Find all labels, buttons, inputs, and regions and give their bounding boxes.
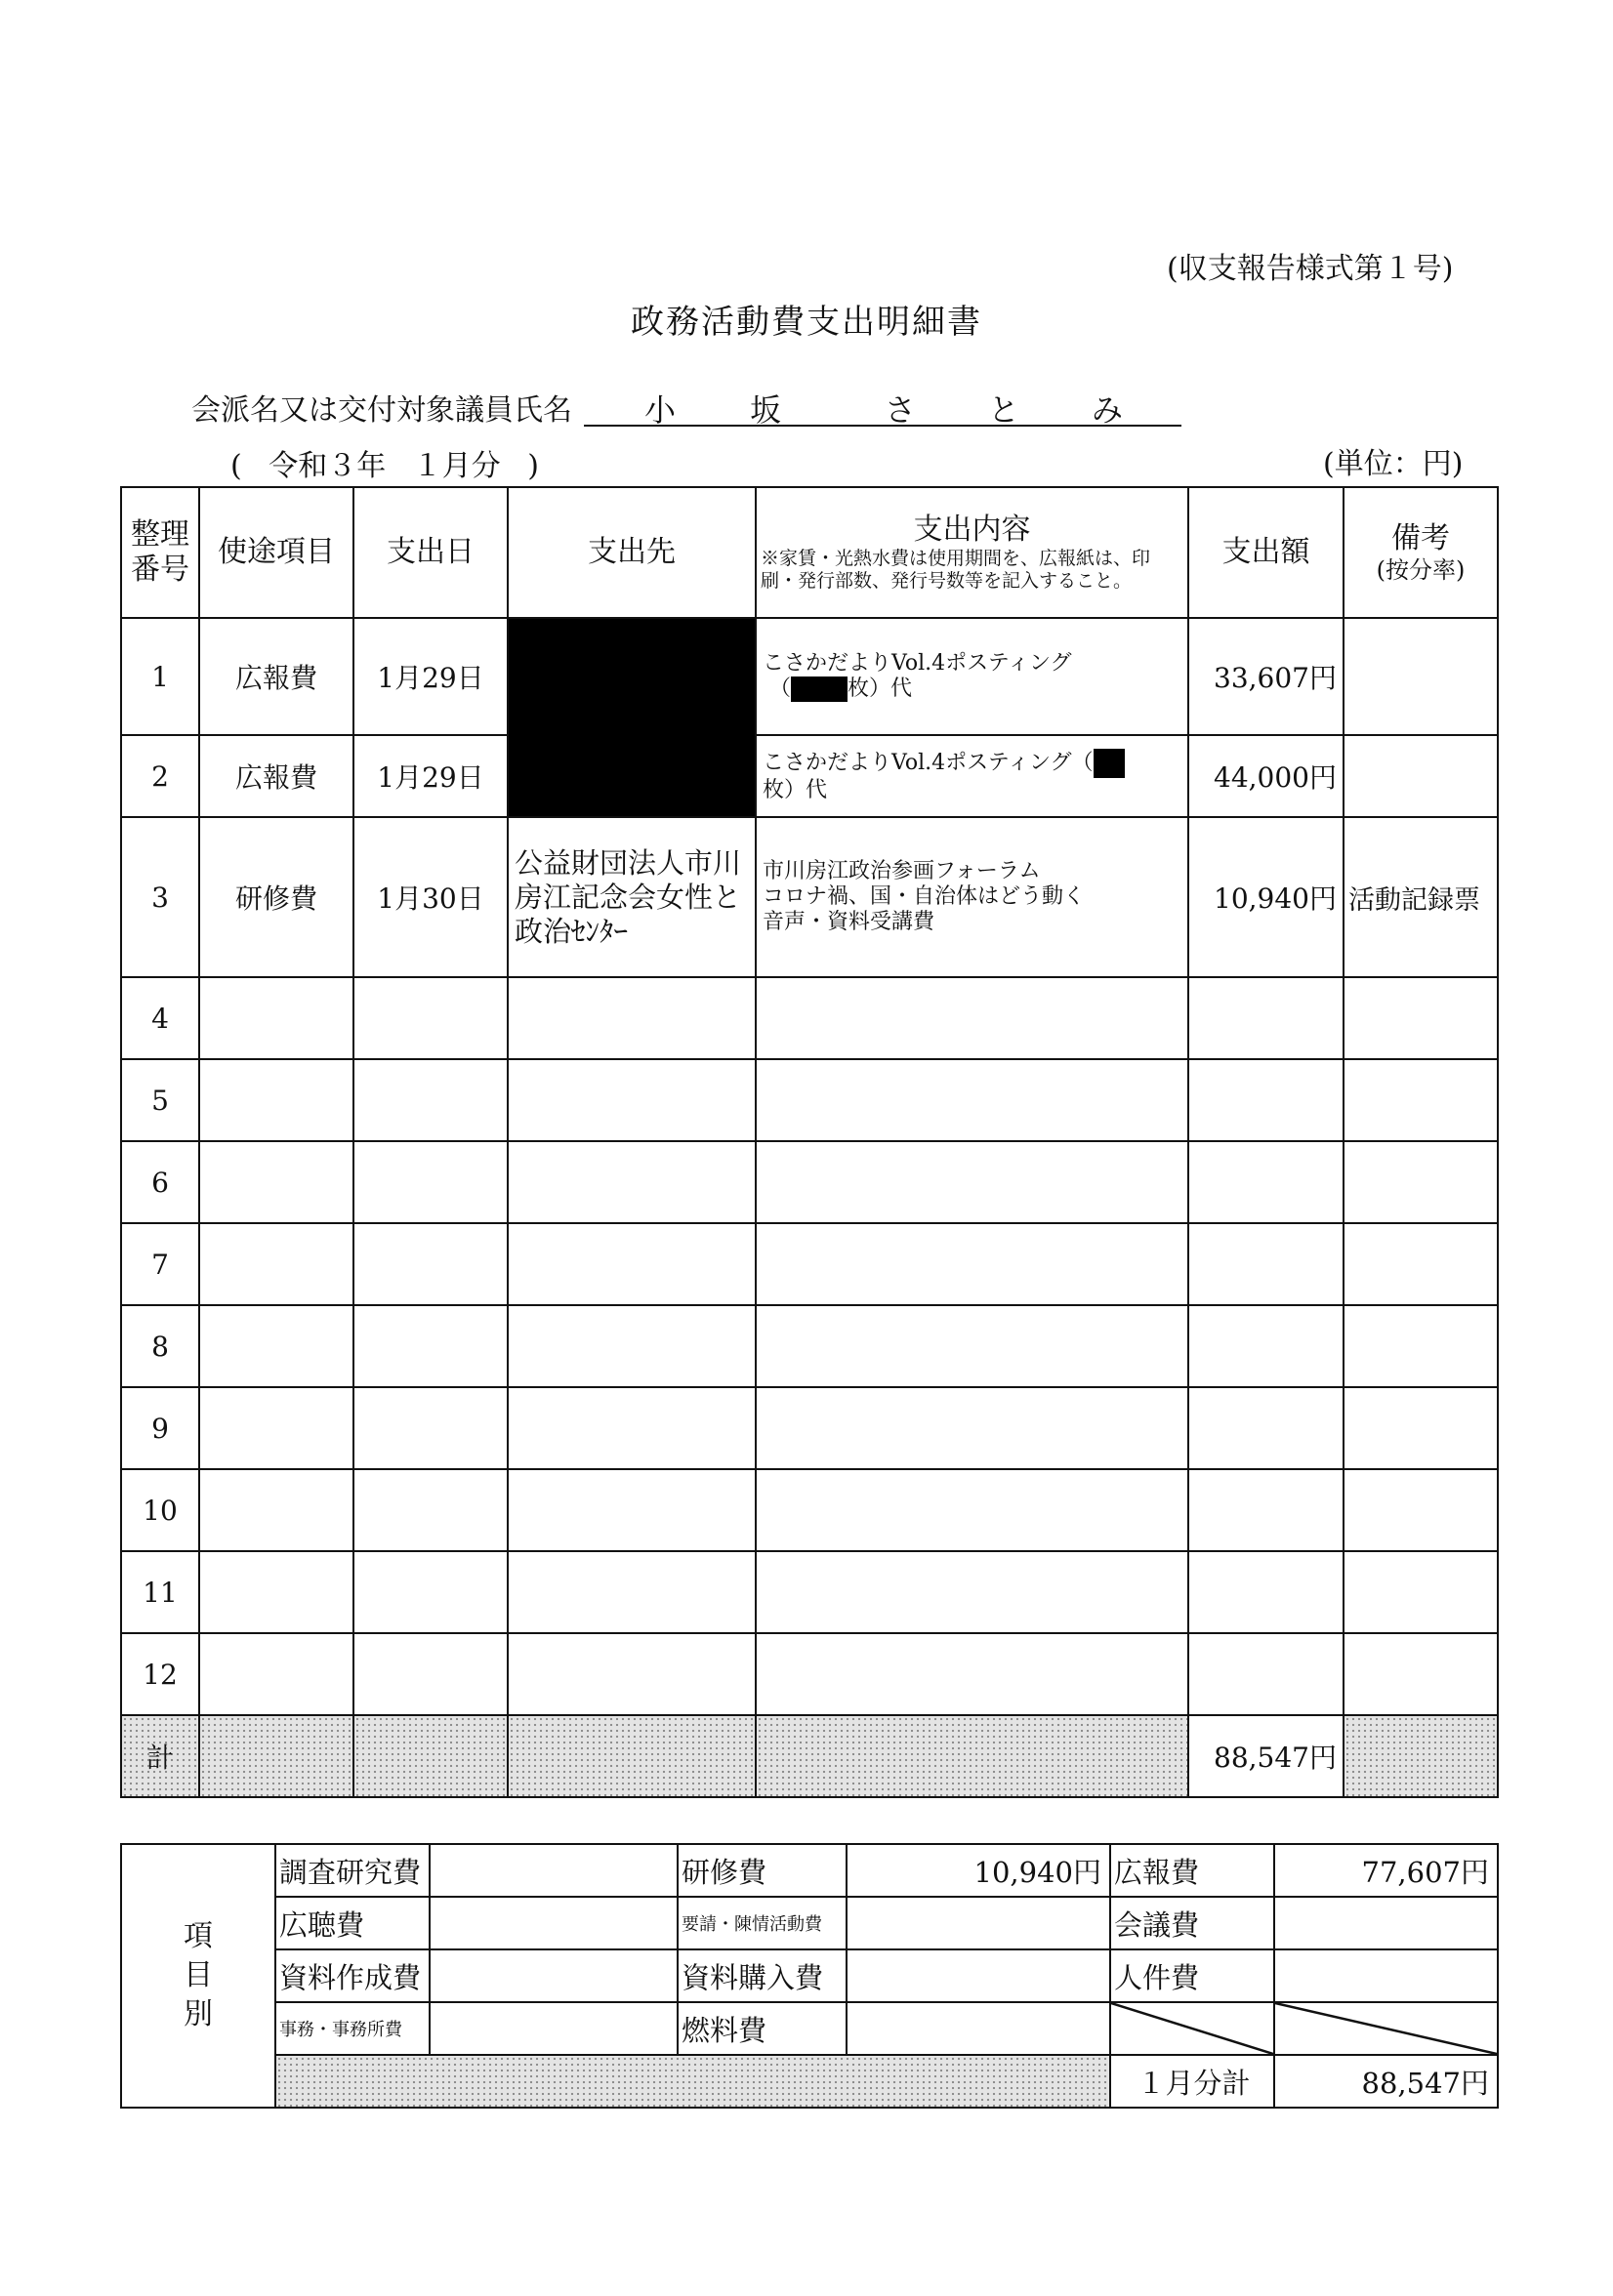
row-content: こさかだよりVol.4ポスティング（ 枚）代 [756,735,1188,817]
table-row [121,1469,1498,1551]
row-content: 市川房江政治参画フォーラム コロナ禍、国・自治体はどう動く 音声・資料受講費 [756,817,1188,977]
struck-cell [1274,2002,1498,2055]
row-payee [508,977,756,1059]
row-amount: 33,607円 [1188,618,1344,735]
summary-label: 広聴費 [275,1897,430,1949]
row-remarks [1344,1305,1498,1387]
row-remarks: 活動記録票 [1344,817,1498,977]
summary-label: 燃料費 [678,2002,847,2055]
col-header-content [756,487,1188,618]
row-date [353,1551,508,1633]
row-no: 3 [121,817,199,977]
table-row [121,1223,1498,1305]
table-row [121,1305,1498,1387]
table-row [121,1059,1498,1141]
summary-label: 資料購入費 [678,1949,847,2002]
shaded-cell [199,1715,353,1797]
row-amount [1188,977,1344,1059]
month-total-value: 88,547円 [1274,2055,1498,2108]
remarks-sub: (按分率) [1376,556,1466,584]
row-date [353,1469,508,1551]
summary-value [1274,1897,1498,1949]
table-header-row [121,487,1498,618]
row-payee [508,1469,756,1551]
row-remarks [1344,618,1498,735]
row-no: 1 [121,618,199,735]
row-remarks [1344,977,1498,1059]
summary-label: 会議費 [1110,1897,1274,1949]
summary-value [430,2002,678,2055]
summary-value [1274,1949,1498,2002]
row-amount [1188,1551,1344,1633]
row-date: 1月29日 [353,735,508,817]
summary-value: 10,940円 [847,1844,1110,1897]
row-content [756,1223,1188,1305]
row-no: 6 [121,1141,199,1223]
row-content [756,1387,1188,1469]
member-name-field [584,386,1181,427]
row-content [756,977,1188,1059]
total-amount: 88,547円 [1188,1715,1344,1797]
row-amount [1188,1633,1344,1715]
row-amount [1188,1469,1344,1551]
row-category [199,1305,353,1387]
row-payee [508,1059,756,1141]
row-payee [508,1223,756,1305]
col-header-date: 支出日 [353,487,508,618]
content-header-note: ※家賃・光熱水費は使用期間を、広報紙は、印刷・発行部数、発行号数等を記入すること。 [761,548,1151,592]
row-content [756,1059,1188,1141]
summary-label: 資料作成費 [275,1949,430,2002]
table-row [121,817,1498,977]
col-header-payee: 支出先 [508,487,756,618]
row-no: 2 [121,735,199,817]
row-date [353,1141,508,1223]
row-no: 12 [121,1633,199,1715]
table-row [121,1387,1498,1469]
row-date [353,1387,508,1469]
row-payee [508,1387,756,1469]
name-char: さ [885,391,917,429]
row-category: 広報費 [199,618,353,735]
form-number: (収支報告様式第１号) [1167,252,1454,286]
row-remarks [1344,1469,1498,1551]
shaded-cell [1344,1715,1498,1797]
row-date [353,1305,508,1387]
row-amount [1188,1305,1344,1387]
payee-redaction [508,618,756,817]
row-date [353,1223,508,1305]
count-redaction [791,676,848,702]
row-no: 4 [121,977,199,1059]
row-category [199,1551,353,1633]
row-no: 11 [121,1551,199,1633]
month-total-label: １月分計 [1110,2055,1274,2108]
shaded-cell [756,1715,1188,1797]
row-category [199,1633,353,1715]
row-content [756,1469,1188,1551]
summary-label: 広報費 [1110,1844,1274,1897]
row-amount [1188,1223,1344,1305]
struck-cell [1110,2002,1274,2055]
row-no: 5 [121,1059,199,1141]
row-date: 1月30日 [353,817,508,977]
row-payee [508,1633,756,1715]
row-payee: 公益財団法人市川房江記念会女性と政治ｾﾝﾀｰ [508,817,756,977]
summary-value [430,1844,678,1897]
unit-label: (単位：円) [1323,447,1464,481]
row-date [353,1059,508,1141]
document-title: 政務活動費支出明細書 [631,303,982,342]
row-amount [1188,1141,1344,1223]
row-payee [508,1551,756,1633]
summary-value [847,1897,1110,1949]
row-remarks [1344,1633,1498,1715]
row-category [199,977,353,1059]
table-row [121,1141,1498,1223]
row-date: 1月29日 [353,618,508,735]
row-remarks [1344,1387,1498,1469]
row-no: 10 [121,1469,199,1551]
row-category [199,1469,353,1551]
row-remarks [1344,1059,1498,1141]
col-header-category: 使途項目 [199,487,353,618]
row-amount: 44,000円 [1188,735,1344,817]
summary-value [847,1949,1110,2002]
name-char: と [988,391,1020,429]
row-content [756,1305,1188,1387]
summary-label: 事務・事務所費 [275,2002,430,2055]
name-char: 坂 [750,391,782,429]
col-header-amount: 支出額 [1188,487,1344,618]
row-remarks [1344,735,1498,817]
category-summary-table [120,1843,1499,2109]
row-category [199,1223,353,1305]
row-content: こさかだよりVol.4ポスティング （ 枚）代 [756,618,1188,735]
row-content [756,1633,1188,1715]
summary-value [430,1949,678,2002]
summary-label: 人件費 [1110,1949,1274,2002]
member-name-label: 会派名又は交付対象議員氏名 [191,393,572,428]
row-amount: 10,940円 [1188,817,1344,977]
table-row [121,1551,1498,1633]
row-date [353,1633,508,1715]
row-payee [508,1305,756,1387]
name-char: 小 [644,391,677,429]
expenditure-table [120,486,1499,1798]
table-row [121,977,1498,1059]
row-category: 広報費 [199,735,353,817]
row-amount [1188,1059,1344,1141]
table-row [121,618,1498,735]
summary-label: 要請・陳情活動費 [678,1897,847,1949]
row-no: 7 [121,1223,199,1305]
shaded-cell [275,2055,1110,2108]
report-period: ( 令和３年 １月分 ) [230,449,540,483]
table-row [121,1633,1498,1715]
name-char: み [1092,391,1124,429]
total-row [121,1715,1498,1797]
table-row [121,735,1498,817]
summary-value [847,2002,1110,2055]
row-amount [1188,1387,1344,1469]
row-category [199,1059,353,1141]
summary-label: 調査研究費 [275,1844,430,1897]
col-header-remarks: 備考 (按分率) [1344,487,1498,618]
summary-value [430,1897,678,1949]
row-remarks [1344,1141,1498,1223]
content-header-title: 支出内容 [913,512,1031,547]
row-payee [508,1141,756,1223]
col-header-no: 整理 番号 [121,487,199,618]
row-date [353,977,508,1059]
row-content [756,1141,1188,1223]
count-redaction [1094,749,1125,778]
summary-side-label: 項 目 別 [121,1844,275,2108]
shaded-cell [508,1715,756,1797]
row-remarks [1344,1223,1498,1305]
row-no: 8 [121,1305,199,1387]
row-category: 研修費 [199,817,353,977]
row-remarks [1344,1551,1498,1633]
row-category [199,1141,353,1223]
summary-label: 研修費 [678,1844,847,1897]
summary-value: 77,607円 [1274,1844,1498,1897]
total-label: 計 [121,1715,199,1797]
row-category [199,1387,353,1469]
shaded-cell [353,1715,508,1797]
row-no: 9 [121,1387,199,1469]
row-content [756,1551,1188,1633]
